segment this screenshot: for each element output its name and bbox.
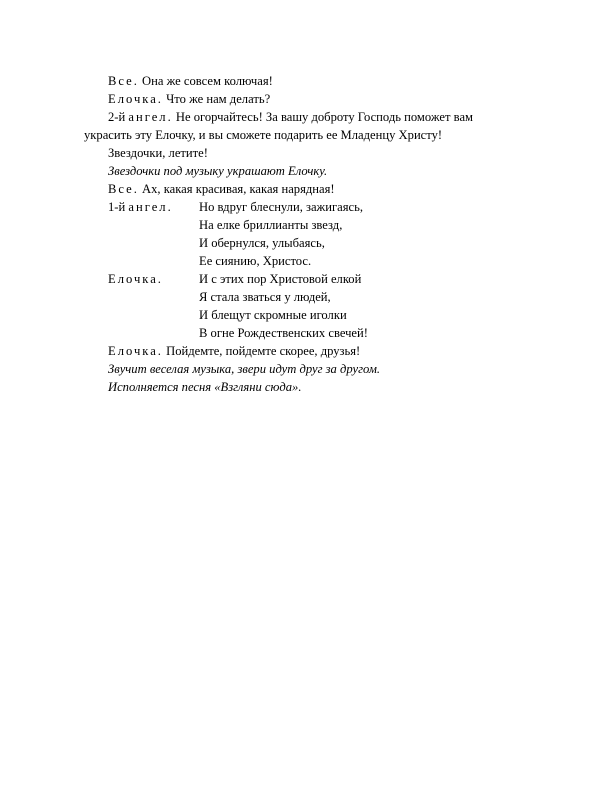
stage-direction xyxy=(108,360,380,378)
verse-line xyxy=(199,252,311,270)
line-text: Она же совсем колючая! xyxy=(138,74,273,88)
dialogue-continuation xyxy=(108,144,208,162)
speaker-name: Елочка. xyxy=(108,272,163,286)
line-text: И обернулся, улыбаясь, xyxy=(199,236,325,250)
line-text: Звучит веселая музыка, звери идут друг за другом. xyxy=(108,362,381,376)
verse-line xyxy=(199,306,347,324)
stage-direction xyxy=(108,378,302,396)
verse-line xyxy=(199,198,363,216)
speaker-prefix: 2-й xyxy=(108,110,129,124)
verse-line xyxy=(199,234,325,252)
line-text: Не огорчайтесь! За вашу доброту Господь поможет вам xyxy=(172,110,474,124)
verse-line xyxy=(199,288,331,306)
speaker-prefix: 1-й xyxy=(108,200,129,214)
dialogue-line xyxy=(108,108,473,126)
dialogue-line xyxy=(108,198,173,216)
verse-line xyxy=(199,324,368,342)
dialogue-line xyxy=(108,180,335,198)
line-text: Исполняется песня «Взгляни сюда». xyxy=(108,380,302,394)
line-text: На елке бриллианты звезд, xyxy=(199,218,343,232)
line-text: Звездочки под музыку украшают Елочку. xyxy=(108,164,328,178)
speaker-name: Елочка. xyxy=(108,344,163,358)
line-text: Пойдемте, пойдемте скорее, друзья! xyxy=(162,344,361,358)
dialogue-line xyxy=(108,90,270,108)
line-text: Ее сиянию, Христос. xyxy=(199,254,312,268)
speaker-name: ангел. xyxy=(128,110,173,124)
line-text: Но вдруг блеснули, зажигаясь, xyxy=(199,200,364,214)
line-text: Ах, какая красивая, какая нарядная! xyxy=(138,182,335,196)
speaker-name: Все. xyxy=(108,182,139,196)
speaker-name: ангел. xyxy=(128,200,173,214)
line-text: украсить эту Елочку, и вы сможете подарить ее Младенцу Христу! xyxy=(84,128,443,142)
line-text: И с этих пор Христовой елкой xyxy=(199,272,362,286)
line-text: Что же нам делать? xyxy=(162,92,271,106)
verse-line xyxy=(199,216,342,234)
verse-line xyxy=(199,270,361,288)
speaker-name: Елочка. xyxy=(108,92,163,106)
line-text: В огне Рождественских свечей! xyxy=(199,326,368,340)
dialogue-continuation xyxy=(84,126,442,144)
dialogue-line xyxy=(108,270,163,288)
dialogue-line xyxy=(108,72,273,90)
line-text: И блещут скромные иголки xyxy=(199,308,347,322)
line-text: Я стала зваться у людей, xyxy=(199,290,331,304)
line-text: Звездочки, летите! xyxy=(108,146,208,160)
dialogue-line xyxy=(108,342,360,360)
stage-direction xyxy=(108,162,327,180)
speaker-name: Все. xyxy=(108,74,139,88)
